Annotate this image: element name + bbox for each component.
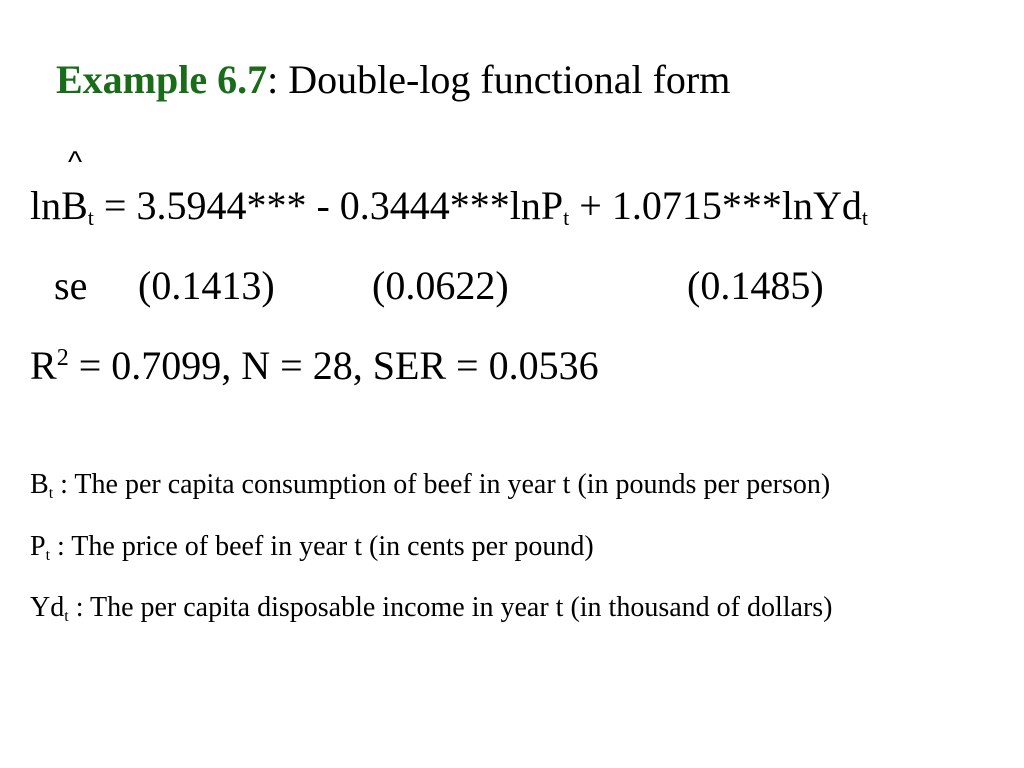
hat-symbol: ^ bbox=[68, 146, 83, 179]
title-text: : Double-log functional form bbox=[267, 57, 731, 102]
regression-stats bbox=[30, 343, 599, 389]
equation-part-2: + 1.0715***lnYd bbox=[569, 183, 862, 228]
equation-subscript-1: t bbox=[563, 205, 570, 230]
definition-beef-price bbox=[30, 530, 594, 564]
definition-subscript: t bbox=[64, 608, 69, 625]
se-value-price: (0.0622) bbox=[372, 263, 509, 308]
equation-part-1: = 3.5944*** - 0.3444***lnP bbox=[93, 183, 564, 228]
definition-disposable-income bbox=[30, 591, 833, 625]
slide-title bbox=[56, 57, 730, 103]
equation-lhs: lnB bbox=[30, 183, 88, 228]
definition-text: : The price of beef in year t (in cents per pound) bbox=[50, 531, 594, 562]
definition-variable: Yd bbox=[30, 592, 65, 623]
se-label: se bbox=[54, 263, 88, 308]
definition-beef-consumption bbox=[30, 468, 830, 502]
stats-values: = 0.7099, N = 28, SER = 0.0536 bbox=[68, 343, 599, 388]
definition-variable: B bbox=[30, 469, 49, 500]
definition-text: : The per capita consumption of beef in year t (in pounds per person) bbox=[53, 469, 831, 500]
equation-subscript-2: t bbox=[861, 205, 868, 230]
regression-equation bbox=[30, 183, 868, 229]
r-squared-superscript: 2 bbox=[56, 345, 69, 371]
definition-text: : The per capita disposable income in year t (in thousand of dollars) bbox=[68, 592, 833, 623]
se-value-income: (0.1485) bbox=[687, 263, 824, 308]
definition-subscript: t bbox=[45, 547, 51, 564]
equation-lhs-subscript: t bbox=[87, 205, 94, 230]
r-squared-symbol: R bbox=[30, 343, 57, 388]
se-value-intercept: (0.1413) bbox=[138, 263, 275, 308]
definition-variable: P bbox=[30, 531, 46, 562]
definition-subscript: t bbox=[48, 485, 54, 502]
example-label: Example 6.7 bbox=[56, 57, 268, 102]
